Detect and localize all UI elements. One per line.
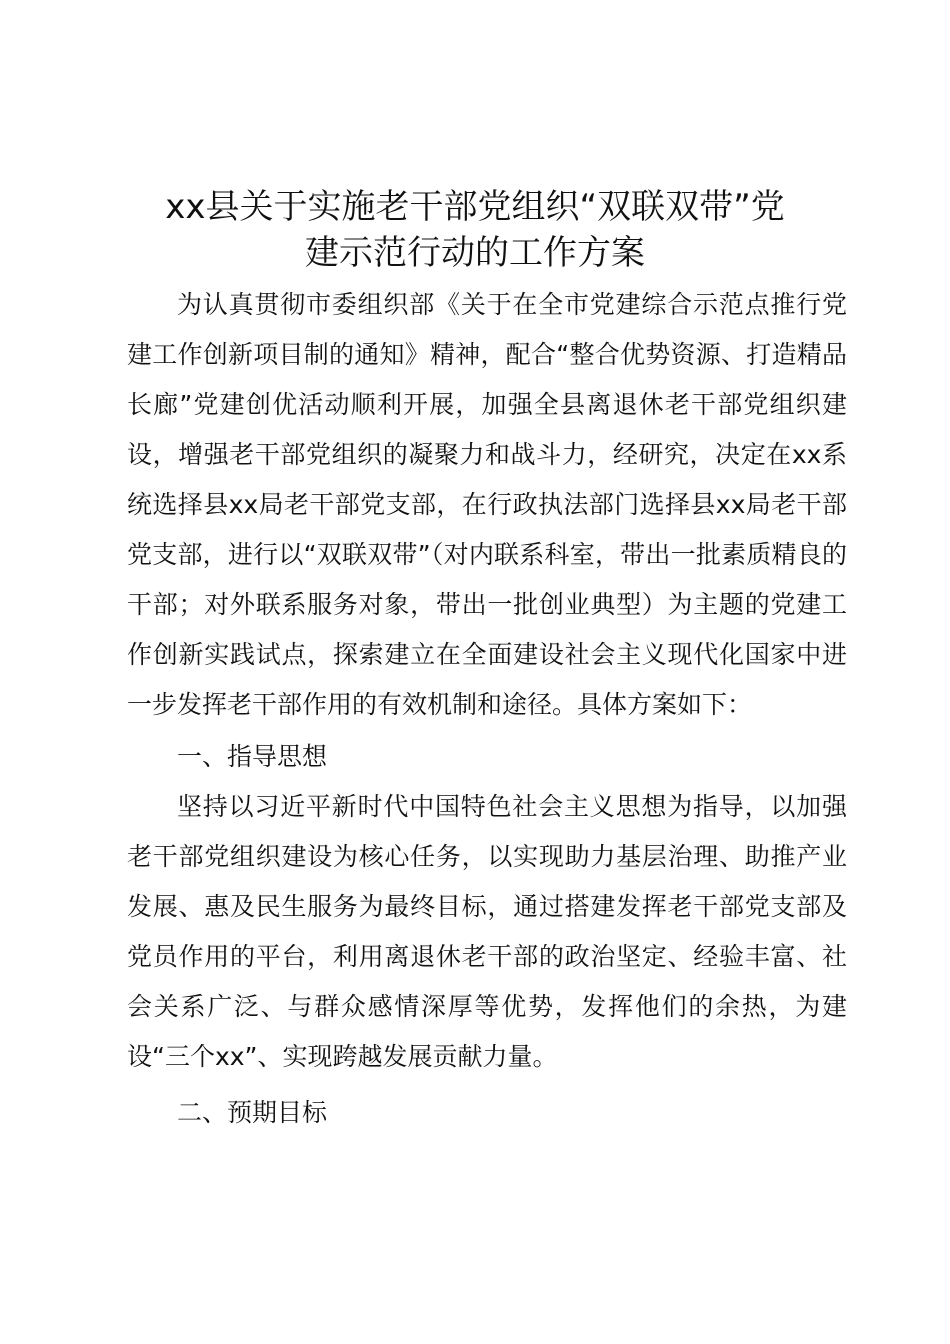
document-title-line-2: 建示范行动的工作方案 (305, 233, 645, 273)
section-heading-expected-goals: 二、预期目标 (177, 1098, 328, 1127)
section-heading-guiding-ideology: 一、指导思想 (177, 742, 328, 771)
document-body (127, 280, 847, 1138)
document-title (100, 184, 850, 276)
intro-paragraph: 为认真贯彻市委组织部《关于在全市党建综合示范点推行党建工作创新项目制的通知》精神，配合“整合优势资源、打造精品长廊”党建创优活动顺利开展，加强全县离退休老干部党组织建设，增强老干部党组织的凝聚力和战斗力，经研究，决定在xx系统选择县xx局老干部党支部，在行政执法部门选择县xx局老干部党支部，进行以“双联双带”（对内联系科室，带出一批素质精良的干部；对外联系服务对象，带出一批创业典型）为主题的党建工作创新实践试点，探索建立在全面建设社会主义现代化国家中进一步发挥老干部作用的有效机制和途径。具体方案如下： (127, 290, 847, 719)
guiding-ideology-paragraph: 坚持以习近平新时代中国特色社会主义思想为指导，以加强老干部党组织建设为核心任务，以实现助力基层治理、助推产业发展、惠及民生服务为最终目标，通过搭建发挥老干部党支部及党员作用的平台，利用离退休老干部的政治坚定、经验丰富、社会关系广泛、与群众感情深厚等优势，发挥他们的余热，为建设“三个xx”、实现跨越发展贡献力量。 (127, 792, 847, 1071)
document-title-line-1: xx县关于实施老干部党组织“双联双带”党 (165, 187, 785, 227)
